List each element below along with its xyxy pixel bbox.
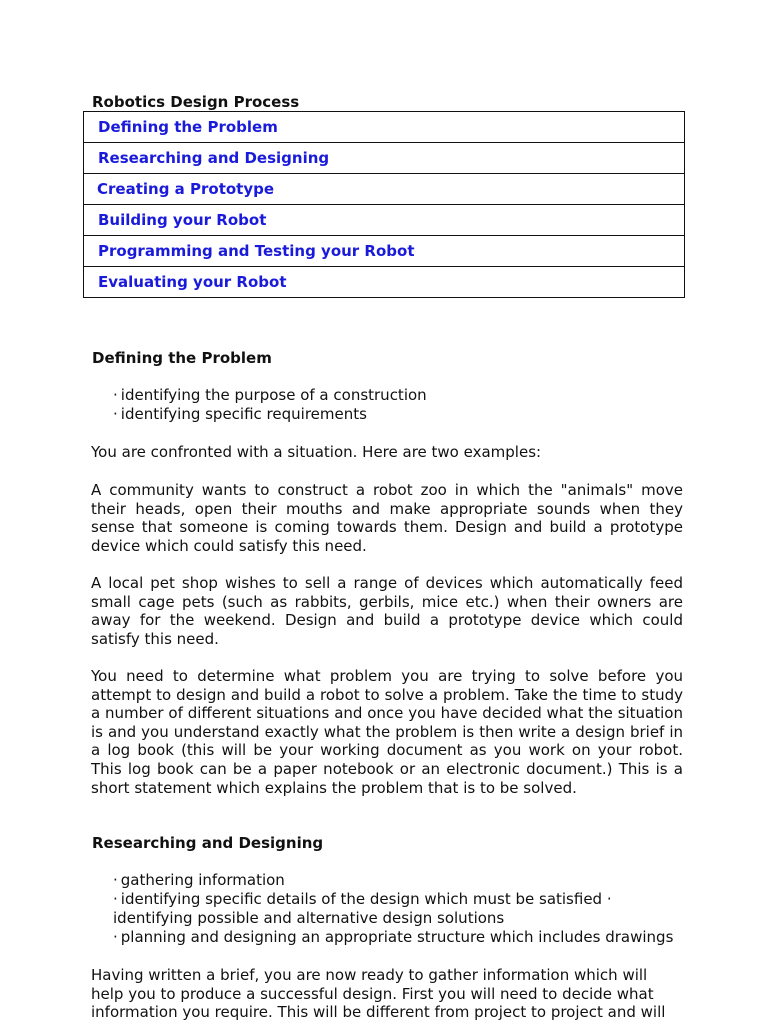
toc-link-researching-and-designing[interactable]: Researching and Designing <box>84 143 685 174</box>
section-heading-researching: Researching and Designing <box>92 834 324 852</box>
toc-link-evaluating-your-robot[interactable]: Evaluating your Robot <box>84 267 685 298</box>
paragraph-having-written: Having written a brief, you are now ready to gather information which will help you to produce a successful design. First you will need to decide what information you require. This will be different from project to project and will <box>91 966 666 1022</box>
list-item: · identifying specific details of the design which must be satisfied · <box>113 890 693 909</box>
toc-link-defining-the-problem[interactable]: Defining the Problem <box>84 112 685 143</box>
toc-title: Robotics Design Process <box>92 93 300 111</box>
bullet-list-researching <box>113 871 693 947</box>
list-item: identifying possible and alternative design solutions <box>113 909 505 927</box>
bullet-list-defining <box>113 386 693 424</box>
list-item: · identifying specific requirements <box>113 405 693 424</box>
paragraph-determine-problem: You need to determine what problem you are trying to solve before you attempt to design and build a robot to solve a problem. Take the time to study a number of different situations and once you have decided what the situation is and you understand exactly what the problem is then write a design brief in a log book (this will be your working document as you work on your robot. This log book can be a paper notebook or an electronic document.) This is a short statement which explains the problem that is to be solved. <box>91 667 683 797</box>
toc-link-creating-a-prototype[interactable]: Creating a Prototype <box>84 174 685 205</box>
toc-link-building-your-robot[interactable]: Building your Robot <box>84 205 685 236</box>
list-item: · identifying the purpose of a construction <box>113 386 693 405</box>
paragraph-pet-shop: A local pet shop wishes to sell a range of devices which automatically feed small cage pets (such as rabbits, gerbils, mice etc.) when their owners are away for the weekend. Design and build a prototype device which could satisfy this need. <box>91 574 683 648</box>
section-heading-defining: Defining the Problem <box>92 349 272 367</box>
paragraph-intro: You are confronted with a situation. Here are two examples: <box>91 443 542 461</box>
list-item: · planning and designing an appropriate structure which includes drawings <box>113 928 693 947</box>
list-item: · gathering information <box>113 871 693 890</box>
toc-link-programming-and-testing[interactable]: Programming and Testing your Robot <box>84 236 685 267</box>
toc-table <box>83 111 685 298</box>
paragraph-robot-zoo: A community wants to construct a robot zoo in which the "animals" move their heads, open their mouths and make appropriate sounds when they sense that someone is coming towards them. Design and build a prototype device which could satisfy this need. <box>91 481 683 555</box>
